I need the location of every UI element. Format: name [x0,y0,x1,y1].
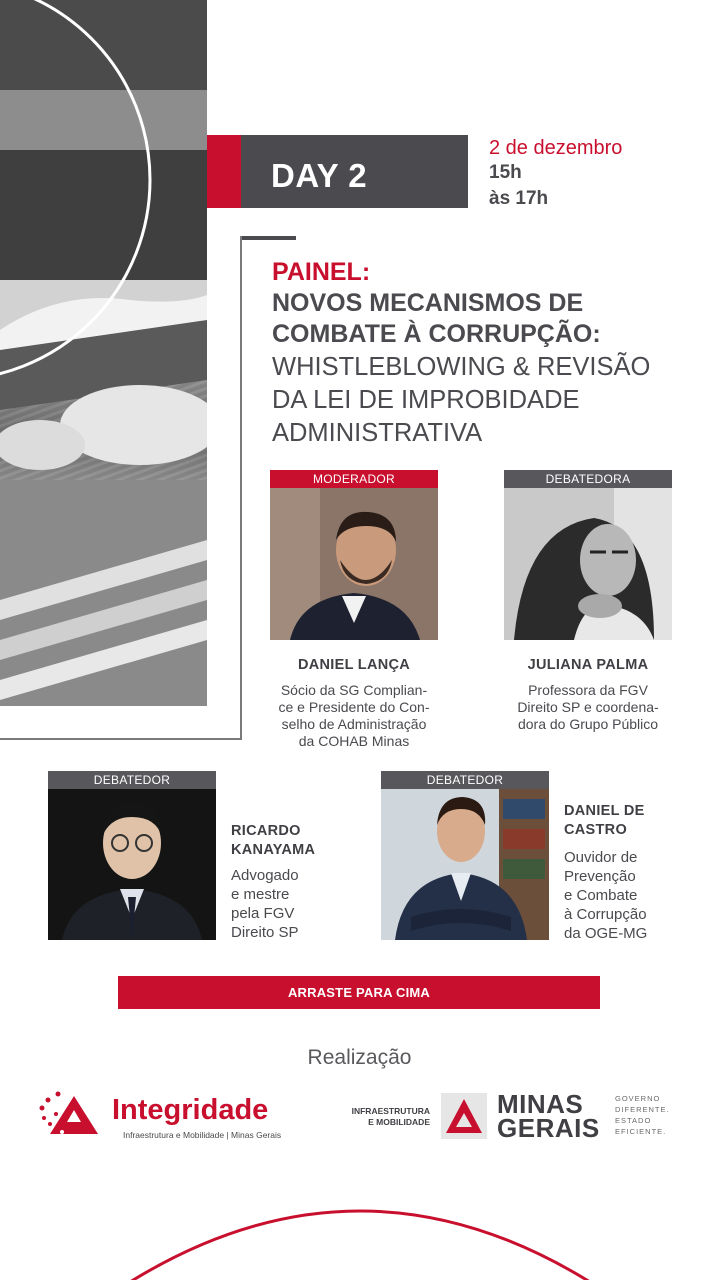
mg-tagline: GOVERNO [615,1094,661,1103]
mg-tagline: DIFERENTE. [615,1105,670,1114]
minas-gerais-wordmark: MINAS [497,1089,584,1119]
aerial-photo-panel [0,0,207,706]
speaker-name: JULIANA PALMA [527,657,649,673]
integridade-subtitle: Infraestrutura e Mobilidade | Minas Gerais [123,1130,282,1140]
speaker-photo-juliana-palma [504,488,672,640]
day-label: DAY 2 [271,157,368,194]
role-label: DEBATEDOR [381,771,549,789]
speaker-bio: Advogado e mestre pela FGV Direito SP [231,867,299,941]
title-light-line: DA LEI DE IMPROBIDADE [272,386,580,414]
person-portrait-icon [270,488,438,640]
accent-tick [242,236,296,240]
swipe-up-button[interactable]: ARRASTE PARA CIMA [118,976,600,1009]
panel-kicker: PAINEL: [272,258,371,286]
title-bold-line: COMBATE À CORRUPÇÃO: [272,320,601,348]
infra-mobilidade-label: INFRAESTRUTURA E MOBILIDADE [351,1106,430,1127]
aerial-photo-art [0,0,207,706]
person-portrait-icon [381,789,549,940]
minas-gerais-wordmark: GERAIS [497,1113,600,1143]
person-portrait-icon [48,789,216,940]
title-light-line: ADMINISTRATIVA [272,419,483,447]
panel-frame-vertical [240,236,242,740]
role-label: DEBATEDORA [504,470,672,488]
role-label: DEBATEDOR [48,771,216,789]
speaker-name: DANIEL DE CASTRO [564,803,645,838]
title-light-line: WHISTLEBLOWING & REVISÃO [272,353,651,381]
event-time-start: 15h [489,162,522,183]
title-bold-line: NOVOS MECANISMOS DE [272,289,584,317]
speaker-bio: Sócio da SG Complian- ce e Presidente do Con- selho de Administração da COHAB Minas [278,682,430,749]
decorative-arc [0,1160,719,1280]
speaker-photo-ricardo-kanayama [48,789,216,940]
mg-tagline: EFICIENTE. [615,1127,667,1136]
speaker-photo-daniel-lanca [270,488,438,640]
speaker-name: DANIEL LANÇA [297,657,411,673]
minas-gerais-triangle-icon [441,1093,487,1139]
role-label: MODERADOR [270,470,438,488]
speaker-name: RICARDO KANAYAMA [231,823,316,858]
speaker-bio: Ouvidor de Prevenção e Combate à Corrupção da OGE-MG [564,849,648,942]
integridade-logo-text: Integridade [112,1094,269,1126]
event-time-end: às 17h [489,188,549,209]
mg-tagline: ESTADO [615,1116,652,1125]
speaker-photo-daniel-de-castro [381,789,549,940]
day-banner-accent [207,135,241,208]
realizacao-label: Realização [307,1046,412,1069]
event-date: 2 de dezembro [489,137,623,159]
panel-frame-horizontal [0,738,242,740]
speaker-bio: Professora da FGV Direito SP e coordena- dora do Grupo Público [517,682,659,732]
person-portrait-icon [504,488,672,640]
